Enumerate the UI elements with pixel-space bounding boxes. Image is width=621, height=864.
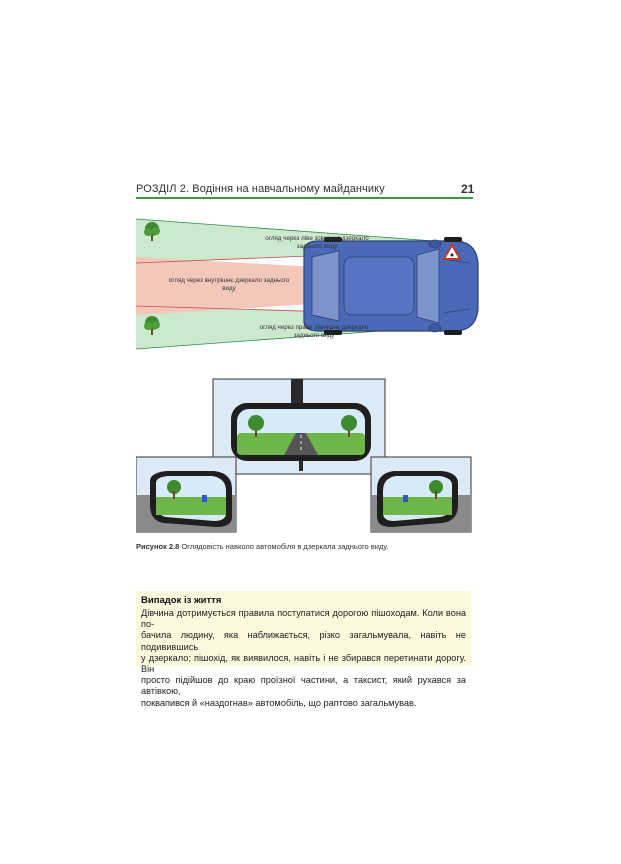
case-line: поквапився й «наздогнав» автомобіль, що раптово загальмував. [141,697,417,708]
label-right-mirror: огляд через праве зовнішнє дзеркало заднього виду [259,324,369,339]
case-line: просто підійшов до краю проїзної частини, а таксист, який рухався за автівкою, [141,675,466,697]
mirror-zones-diagram [134,211,480,358]
label-left-mirror: огляд через ліве зовнішнє дзеркало заднього виду [265,235,369,250]
figure-text: Оглядовість навколо автомобіля в дзеркала заднього виду. [181,542,389,551]
case-box [136,591,471,708]
page-number: 21 [461,182,475,196]
figure-label: Рисунок 2.8 [136,542,180,551]
mirrors-svg [136,377,472,534]
rearview-mirror-panel [213,379,385,474]
case-body [141,608,466,709]
case-line: бачила людину, яка наближається, різко загальмувала, навіть не подивившись [141,630,466,652]
right-side-mirror-panel [371,457,471,532]
case-line: у дзеркало; пішохід, як виявилося, навіть і не збирався перетинати дорогу. Він [141,652,466,675]
case-title: Випадок із життя [141,595,222,606]
figure-caption [136,542,388,551]
header-rule [136,197,473,199]
left-side-mirror-panel [136,457,236,532]
running-header: РОЗДІЛ 2. Водіння на навчальному майданчику [136,183,385,195]
case-line: Дівчина дотримується правила поступатися дорогою пішоходам. Коли вона по- [141,608,466,630]
mirror-illustrations [136,377,472,539]
label-inner-mirror: огляд через внутрішнє дзеркало заднього виду [168,277,290,292]
